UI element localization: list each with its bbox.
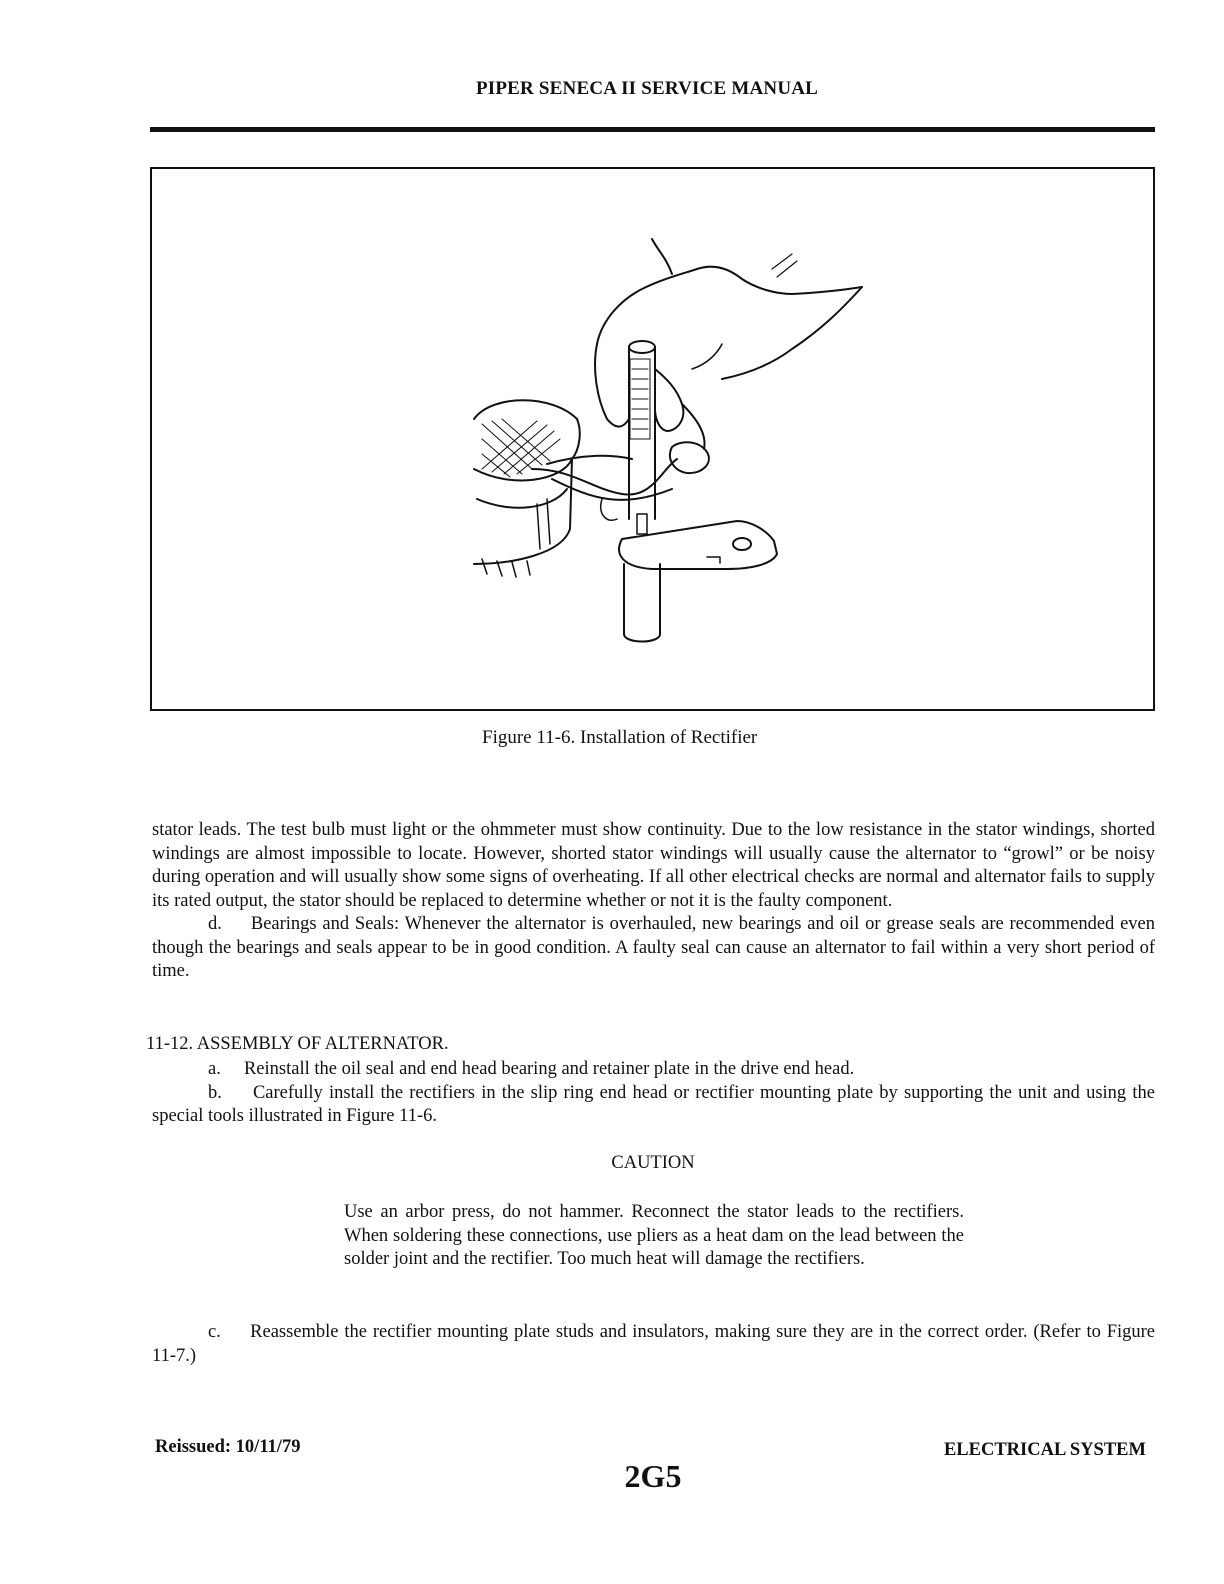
steps-a-b — [152, 1058, 1155, 1129]
caution-text: Use an arbor press, do not hammer. Reconnect the stator leads to the rectifiers. When soldering these connections, use pliers as a heat dam on the lead between the solder joint and the rectifier. Too much heat will damage the rectifiers. — [344, 1202, 964, 1269]
step-c-text: Reassemble the rectifier mounting plate studs and insulators, making sure they are in the correct order. (Refer to Figure 11-7.) — [152, 1322, 1156, 1366]
section-name: ELECTRICAL SYSTEM — [943, 1440, 1146, 1460]
rectifier-installation-illustration — [152, 169, 1153, 709]
step-b — [152, 1082, 1155, 1129]
item-d-label: d. — [208, 914, 222, 934]
caution-title: CAUTION — [611, 1153, 695, 1173]
page-header: PIPER SENECA II SERVICE MANUAL — [475, 78, 819, 99]
item-d — [152, 913, 1155, 984]
figure-frame — [150, 167, 1155, 711]
figure-caption: Figure 11-6. Installation of Rectifier — [482, 727, 758, 748]
continuation-paragraph: stator leads. The test bulb must light or the ohmmeter must show continuity. Due to the low resistance in the stator windings, shorted windings are almost impossible to locate. However, shorted stator windings will usually cause the alternator to “growl” or be noisy during operation and will usually show some signs of overheating. If all other electrical checks are normal and alternator fails to supply its rated output, the stator should be replaced to determine whether or not it is the faulty component. — [152, 820, 1155, 911]
step-c-label: c. — [208, 1322, 221, 1342]
step-a-label: a. — [208, 1059, 221, 1079]
step-b-text: Carefully install the rectifiers in the slip ring end head or rectifier mounting plate by supporting the unit and using the special tools illustrated in Figure 11-6. — [152, 1082, 1155, 1126]
alternator-housing — [474, 400, 580, 564]
step-a-text: Reinstall the oil seal and end head bearing and retainer plate in the drive end head. — [243, 1059, 855, 1079]
reissued-date: Reissued: 10/11/79 — [155, 1437, 301, 1457]
step-b-label: b. — [208, 1082, 222, 1103]
continuation-block — [152, 819, 1155, 984]
rectifier-mounting-plate — [619, 521, 777, 569]
page-number: 2G5 — [624, 1458, 682, 1494]
hand — [597, 267, 862, 344]
step-c-block — [152, 1321, 1155, 1368]
header-rule — [150, 127, 1155, 132]
item-d-text: Bearings and Seals: Whenever the alternator is overhauled, new bearings and oil or grease seals are recommended even though the bearings and seals appear to be in good condition. A faulty seal can cause an alternator to fail within a very short period of time. — [152, 914, 1155, 981]
step-c — [152, 1321, 1155, 1368]
rectifier — [670, 442, 709, 473]
caution-body — [344, 1201, 964, 1272]
section-heading: 11-12. ASSEMBLY OF ALTERNATOR. — [146, 1034, 449, 1054]
stator-windings — [482, 419, 560, 477]
step-a — [152, 1058, 1155, 1082]
